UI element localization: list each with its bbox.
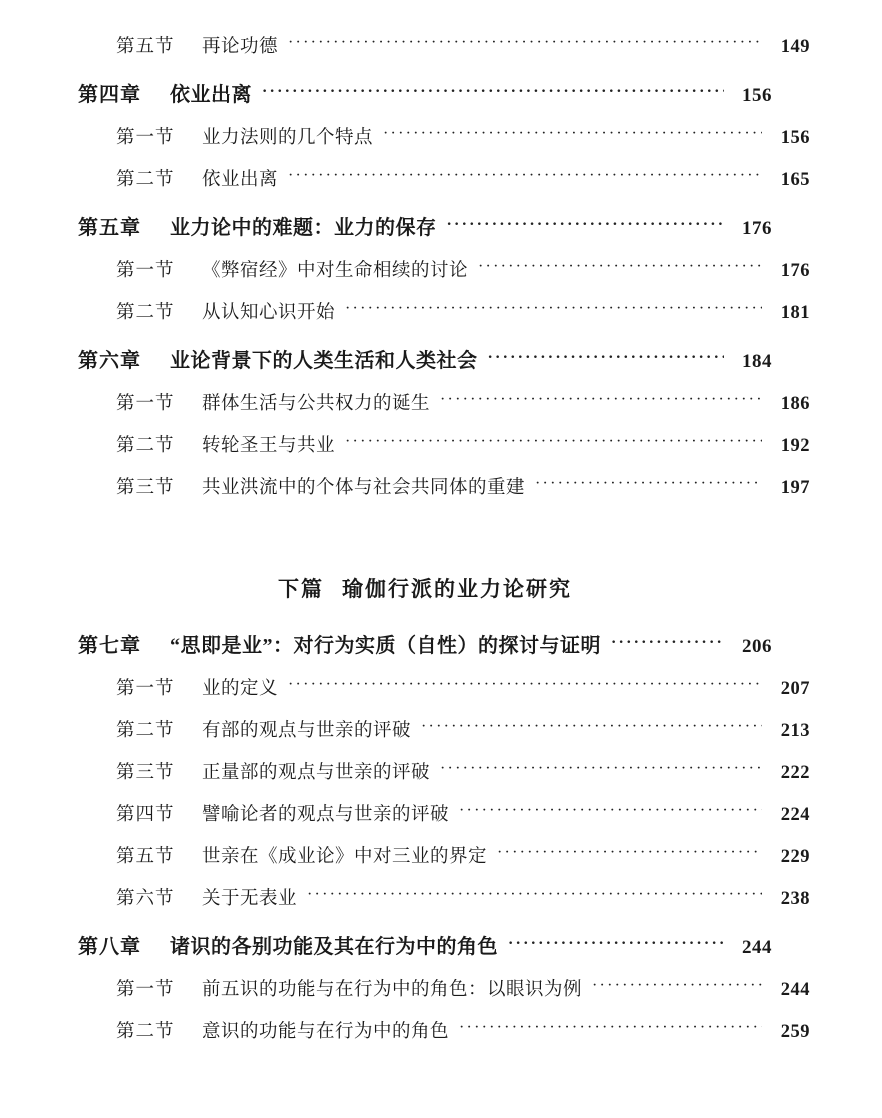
- toc-entry-number: 第二节: [116, 303, 175, 323]
- toc-leader-dots: [288, 676, 762, 695]
- toc-entry-title: 有部的观点与世亲的评破: [202, 721, 412, 741]
- toc-entry-number: 第二节: [116, 721, 175, 741]
- toc-entry-page-number: 222: [780, 763, 810, 783]
- toc-entry-number: 第五节: [116, 847, 175, 867]
- toc-section-entry[interactable]: [78, 674, 810, 700]
- toc-leader-dots: [447, 214, 725, 234]
- toc-entry-number: 第一节: [116, 679, 175, 699]
- toc-entry-number: 第八章: [78, 936, 141, 958]
- toc-leader-dots: [611, 632, 724, 652]
- toc-entry-title: 业力论中的难题：业力的保存: [170, 217, 437, 239]
- toc-entry-page-number: 207: [780, 679, 810, 699]
- toc-leader-dots: [307, 886, 762, 905]
- toc-entry-number: 第二节: [116, 1022, 175, 1042]
- toc-entry-number: 第二节: [116, 436, 175, 456]
- toc-section-entry[interactable]: [78, 800, 810, 826]
- toc-entry-title: 业的定义: [202, 679, 279, 699]
- toc-entry-page-number: 149: [780, 37, 810, 57]
- toc-section-entry[interactable]: [78, 716, 810, 742]
- toc-entry-title: 诸识的各别功能及其在行为中的角色: [170, 936, 498, 958]
- toc-entry-title: 再论功德: [202, 37, 279, 57]
- toc-entry-number: 第一节: [116, 128, 175, 148]
- toc-entry-title: 关于无表业: [202, 889, 298, 909]
- toc-entry-title: 共业洪流中的个体与社会共同体的重建: [202, 478, 526, 498]
- toc-leader-dots: [508, 933, 724, 953]
- toc-leader-dots: [440, 391, 762, 410]
- toc-section-entry[interactable]: [78, 165, 810, 191]
- toc-entry-title: 业论背景下的人类生活和人类社会: [170, 350, 478, 372]
- toc-entry-title: 群体生活与公共权力的诞生: [202, 394, 431, 414]
- toc-chapter-entry[interactable]: [78, 629, 772, 658]
- toc-section-entry[interactable]: [78, 884, 810, 910]
- toc-section-entry[interactable]: [78, 431, 810, 457]
- toc-entry-number: 第六章: [78, 350, 141, 372]
- toc-entry-title: 从认知心识开始: [202, 303, 336, 323]
- toc-section-entry[interactable]: [78, 975, 810, 1001]
- toc-entry-page-number: 206: [742, 636, 772, 657]
- toc-leader-dots: [459, 1019, 762, 1038]
- toc-entry-page-number: 244: [742, 937, 772, 958]
- toc-entry-number: 第四节: [116, 805, 175, 825]
- toc-entry-page-number: 259: [780, 1022, 810, 1042]
- toc-chapter-entry[interactable]: [78, 211, 772, 240]
- toc-entry-number: 第三节: [116, 763, 175, 783]
- toc-leader-dots: [440, 760, 762, 779]
- toc-entry-page-number: 238: [780, 889, 810, 909]
- toc-entry-title: 转轮圣王与共业: [202, 436, 336, 456]
- toc-leader-dots: [459, 802, 762, 821]
- toc-list-upper: [78, 32, 810, 499]
- toc-leader-dots: [262, 81, 724, 101]
- toc-entry-title: 世亲在《成业论》中对三业的界定: [202, 847, 488, 867]
- toc-entry-page-number: 181: [780, 303, 810, 323]
- toc-entry-page-number: 197: [780, 478, 810, 498]
- toc-entry-page-number: 156: [780, 128, 810, 148]
- toc-entry-title: 譬喻论者的观点与世亲的评破: [202, 805, 450, 825]
- part-heading-title: 瑜伽行派的业力论研究: [342, 577, 572, 601]
- toc-section-entry[interactable]: [78, 32, 810, 58]
- toc-entry-number: 第六节: [116, 889, 175, 909]
- toc-entry-number: 第五节: [116, 37, 175, 57]
- toc-leader-dots: [288, 34, 762, 53]
- toc-leader-dots: [497, 844, 762, 863]
- toc-entry-number: 第七章: [78, 635, 141, 657]
- toc-entry-number: 第一节: [116, 980, 175, 1000]
- toc-section-entry[interactable]: [78, 758, 810, 784]
- toc-entry-title: 业力法则的几个特点: [202, 128, 374, 148]
- toc-entry-title: “思即是业”：对行为实质（自性）的探讨与证明: [170, 635, 601, 657]
- toc-section-entry[interactable]: [78, 298, 810, 324]
- toc-leader-dots: [478, 258, 762, 277]
- toc-entry-page-number: 229: [780, 847, 810, 867]
- toc-entry-number: 第一节: [116, 394, 175, 414]
- toc-entry-page-number: 192: [780, 436, 810, 456]
- toc-leader-dots: [345, 433, 762, 452]
- part-heading: [78, 573, 772, 603]
- toc-section-entry[interactable]: [78, 1017, 810, 1043]
- toc-list-lower: [78, 629, 810, 1043]
- toc-entry-title: 意识的功能与在行为中的角色: [202, 1022, 450, 1042]
- toc-entry-number: 第二节: [116, 170, 175, 190]
- toc-entry-number: 第三节: [116, 478, 175, 498]
- toc-leader-dots: [421, 718, 762, 737]
- toc-section-entry[interactable]: [78, 842, 810, 868]
- toc-entry-page-number: 156: [742, 85, 772, 106]
- toc-entry-page-number: 213: [780, 721, 810, 741]
- toc-leader-dots: [345, 300, 762, 319]
- toc-entry-number: 第五章: [78, 217, 141, 239]
- toc-chapter-entry[interactable]: [78, 78, 772, 107]
- toc-entry-page-number: 244: [780, 980, 810, 1000]
- toc-entry-page-number: 176: [742, 218, 772, 239]
- toc-section-entry[interactable]: [78, 389, 810, 415]
- toc-entry-title: 依业出离: [202, 170, 279, 190]
- toc-leader-dots: [288, 167, 762, 186]
- toc-chapter-entry[interactable]: [78, 344, 772, 373]
- toc-chapter-entry[interactable]: [78, 930, 772, 959]
- toc-entry-number: 第一节: [116, 261, 175, 281]
- toc-entry-page-number: 176: [780, 261, 810, 281]
- toc-entry-title: 正量部的观点与世亲的评破: [202, 763, 431, 783]
- part-heading-label: 下篇: [278, 577, 324, 601]
- toc-entry-title: 《弊宿经》中对生命相续的讨论: [202, 261, 469, 281]
- toc-entry-title: 前五识的功能与在行为中的角色：以眼识为例: [202, 980, 583, 1000]
- toc-entry-title: 依业出离: [170, 84, 252, 106]
- toc-leader-dots: [535, 475, 762, 494]
- toc-entry-page-number: 165: [780, 170, 810, 190]
- toc-section-entry[interactable]: [78, 256, 810, 282]
- toc-leader-dots: [592, 977, 762, 996]
- toc-section-entry[interactable]: [78, 123, 810, 149]
- toc-leader-dots: [488, 347, 725, 367]
- toc-leader-dots: [383, 125, 762, 144]
- toc-entry-page-number: 184: [742, 351, 772, 372]
- toc-entry-page-number: 224: [780, 805, 810, 825]
- toc-section-entry[interactable]: [78, 473, 810, 499]
- toc-entry-page-number: 186: [780, 394, 810, 414]
- toc-entry-number: 第四章: [78, 84, 141, 106]
